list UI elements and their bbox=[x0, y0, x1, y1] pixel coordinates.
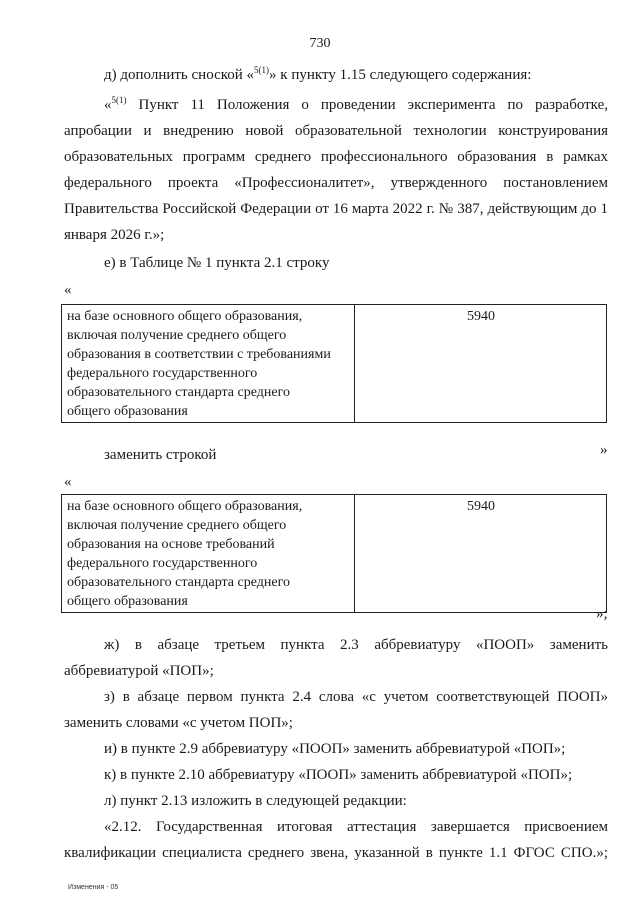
table-new-open-quote: « bbox=[64, 474, 72, 490]
table-old bbox=[61, 304, 607, 423]
item-zh-line-1: ж) в абзаце третьем пункта 2.3 аббревиатуру «ПООП» заменить bbox=[104, 637, 608, 653]
table-new-label-cell bbox=[62, 495, 355, 613]
table-old-label-line-2: включая получение среднего общего bbox=[67, 328, 287, 343]
item-212-line-1: «2.12. Государственная итоговая аттестация завершается присвоением bbox=[104, 819, 608, 835]
table-old-label-line-3: образования в соответствии с требованиями bbox=[67, 347, 331, 362]
footnote-line-2: апробации и внедрению новой образовательной технологии конструирования bbox=[64, 123, 608, 139]
footnote-sup: 5(1) bbox=[111, 95, 127, 105]
footer-note: Изменения - 05 bbox=[68, 884, 119, 891]
table-new-value-cell: 5940 bbox=[355, 495, 607, 613]
table-old-label-line-1: на базе основного общего образования, bbox=[67, 309, 303, 324]
table-new-row bbox=[62, 495, 607, 613]
table-old-close-quote: » bbox=[600, 442, 608, 458]
table-old-open-quote: « bbox=[64, 282, 72, 298]
table-old-value-cell: 5940 bbox=[355, 305, 607, 423]
item-d-sup: 5(1) bbox=[254, 65, 270, 75]
table-new-close-quote: »; bbox=[596, 606, 608, 622]
footnote-line-6: января 2026 г.»; bbox=[64, 227, 165, 243]
table-new-label-line-5: образовательного стандарта среднего bbox=[67, 575, 290, 590]
item-d bbox=[104, 66, 531, 84]
item-d-after: » к пункту 1.15 следующего содержания: bbox=[269, 67, 532, 83]
item-zh-line-2: аббревиатурой «ПОП»; bbox=[64, 663, 214, 679]
table-new-label-line-2: включая получение среднего общего bbox=[67, 518, 287, 533]
table-new-label-line-1: на базе основного общего образования, bbox=[67, 499, 303, 514]
table-new bbox=[61, 494, 607, 613]
item-z-line-2: заменить словами «с учетом ПОП»; bbox=[64, 715, 293, 731]
item-l: л) пункт 2.13 изложить в следующей редакции: bbox=[104, 793, 407, 809]
table-new-label-line-3: образования на основе требований bbox=[67, 537, 275, 552]
table-old-label-cell bbox=[62, 305, 355, 423]
footnote-line-1 bbox=[104, 96, 608, 114]
table-new-label-line-4: федерального государственного bbox=[67, 556, 258, 571]
footnote-line-4: федерального проекта «Профессионалитет», утвержденного постановлением bbox=[64, 175, 608, 191]
footnote-open-quote: « bbox=[104, 97, 112, 113]
table-new-label-line-6: общего образования bbox=[67, 594, 188, 609]
page-number: 730 bbox=[309, 36, 331, 51]
item-z-line-1: з) в абзаце первом пункта 2.4 слова «с учетом соответствующей ПООП» bbox=[104, 689, 608, 705]
item-i: и) в пункте 2.9 аббревиатуру «ПООП» заменить аббревиатурой «ПОП»; bbox=[104, 741, 566, 757]
footnote-line-1-text: Пункт 11 Положения о проведении эксперимента по разработке, bbox=[138, 97, 609, 113]
replace-with-text: заменить строкой bbox=[104, 447, 217, 463]
footnote-line-5: Правительства Российской Федерации от 16 марта 2022 г. № 387, действующим до 1 bbox=[64, 201, 608, 217]
table-old-label-line-6: общего образования bbox=[67, 404, 188, 419]
table-old-label-line-4: федерального государственного bbox=[67, 366, 258, 381]
footnote-line-3: образовательных программ среднего профессионального образования в рамках bbox=[64, 149, 608, 165]
table-old-label-line-5: образовательного стандарта среднего bbox=[67, 385, 290, 400]
item-212-line-2: квалификации специалиста среднего звена, указанной в пункте 1.1 ФГОС СПО.»; bbox=[64, 845, 608, 861]
item-e: е) в Таблице № 1 пункта 2.1 строку bbox=[104, 255, 330, 271]
item-k: к) в пункте 2.10 аббревиатуру «ПООП» заменить аббревиатурой «ПОП»; bbox=[104, 767, 573, 783]
item-d-before: д) дополнить сноской « bbox=[104, 67, 255, 83]
table-old-row bbox=[62, 305, 607, 423]
